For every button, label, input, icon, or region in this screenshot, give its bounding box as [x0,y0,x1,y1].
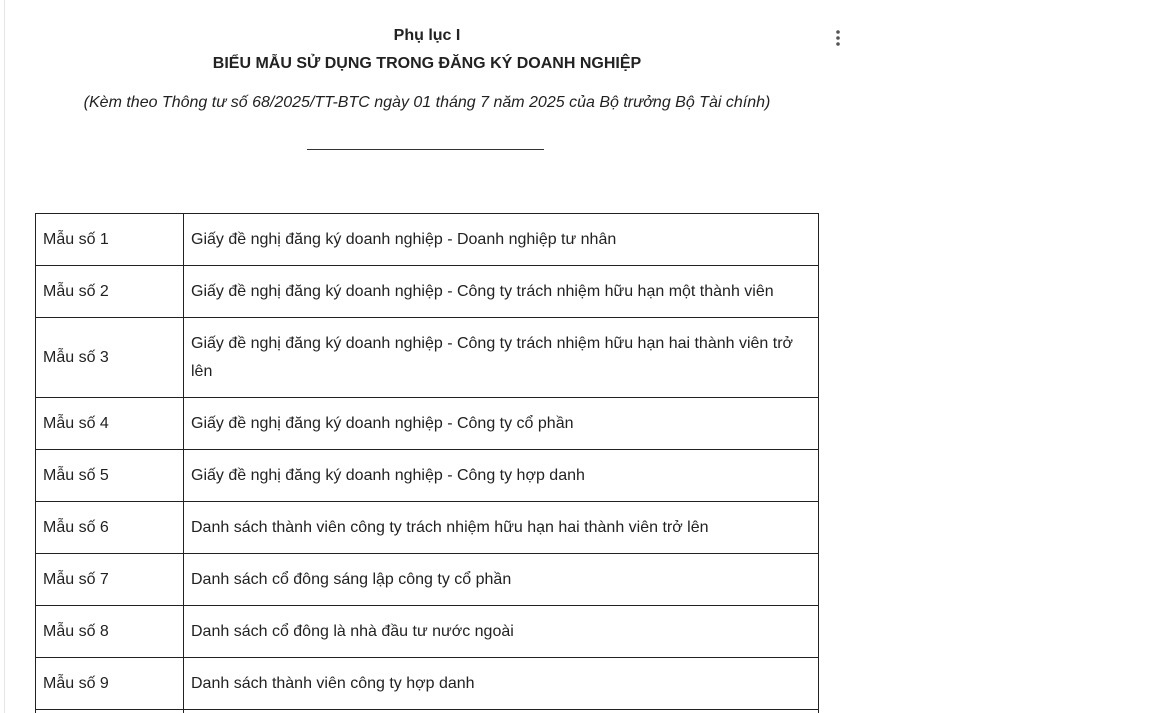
form-description: Danh sách cổ đông sáng lập công ty cổ phần [184,554,819,606]
form-code: Mẫu số 5 [36,450,184,502]
table-row [36,710,819,713]
appendix-note: (Kèm theo Thông tư số 68/2025/TT-BTC ngày 01 tháng 7 năm 2025 của Bộ trưởng Bộ Tài chính) [83,94,771,111]
table-row [36,318,819,398]
more-options-button[interactable] [829,28,847,48]
form-description: Giấy đề nghị đăng ký doanh nghiệp - Doanh nghiệp tư nhân [184,214,819,266]
form-code: Mẫu số 7 [36,554,184,606]
form-code: Mẫu số 8 [36,606,184,658]
appendix-subtitle: BIỂU MẪU SỬ DỤNG TRONG ĐĂNG KÝ DOANH NGHIỆP [212,55,642,72]
form-code: Mẫu số 2 [36,266,184,318]
form-description: Giấy đề nghị đăng ký doanh nghiệp - Công ty trách nhiệm hữu hạn một thành viên [184,266,819,318]
table-row [36,266,819,318]
table-row [36,398,819,450]
form-code: Mẫu số 4 [36,398,184,450]
form-description: Giấy đề nghị đăng ký doanh nghiệp - Công ty trách nhiệm hữu hạn hai thành viên trở lên [184,318,819,398]
form-description: Giấy đề nghị đăng ký doanh nghiệp - Công ty cổ phần [184,398,819,450]
form-description: Danh sách cổ đông là nhà đầu tư nước ngoài [184,606,819,658]
table-row [36,450,819,502]
form-code: Mẫu số 9 [36,658,184,710]
form-code: Mẫu số 3 [36,318,184,398]
table-row [36,214,819,266]
form-code [36,710,184,713]
form-description: Danh sách thành viên công ty trách nhiệm hữu hạn hai thành viên trở lên [184,502,819,554]
table-row [36,554,819,606]
form-description: Danh sách thành viên công ty hợp danh [184,658,819,710]
page-edge [4,0,5,713]
form-code: Mẫu số 6 [36,502,184,554]
appendix-title: Phụ lục I [393,27,461,44]
forms-table [35,213,819,713]
form-description [184,710,819,713]
table-row [36,606,819,658]
form-description: Giấy đề nghị đăng ký doanh nghiệp - Công ty hợp danh [184,450,819,502]
more-vertical-icon [829,28,847,48]
table-row [36,502,819,554]
table-row [36,658,819,710]
title-divider [307,149,544,150]
form-code: Mẫu số 1 [36,214,184,266]
